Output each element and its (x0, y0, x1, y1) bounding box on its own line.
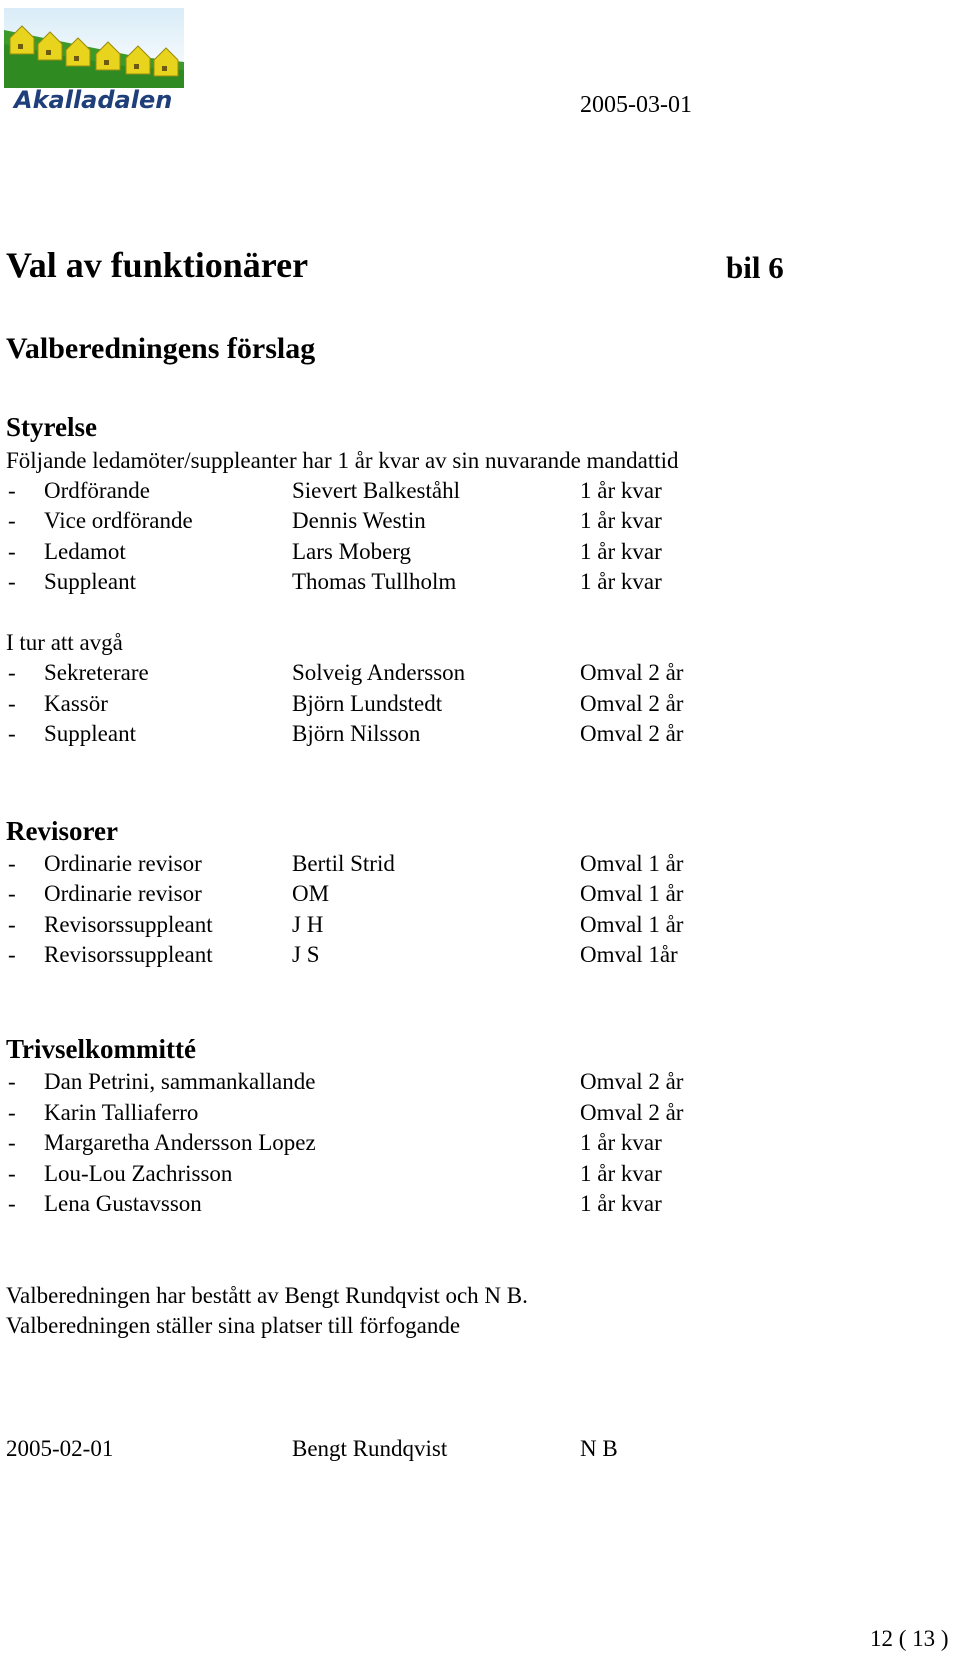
closing-line-1: Valberedningen har bestått av Bengt Rundqvist och N B. (6, 1283, 528, 1308)
section-heading-styrelse: Styrelse (6, 412, 97, 442)
role: Suppleant (44, 569, 136, 594)
person-name: Solveig Andersson (292, 660, 466, 685)
signature-name-1: Bengt Rundqvist (292, 1436, 448, 1461)
term: Omval 1 år (580, 881, 684, 906)
page-number: 12 ( 13 ) (870, 1626, 949, 1651)
term: Omval 1år (580, 942, 678, 967)
term: Omval 1 år (580, 851, 684, 876)
styrelse-intro: Följande ledamöter/suppleanter har 1 år kvar av sin nuvarande mandattid (6, 448, 679, 473)
role: Vice ordförande (44, 508, 193, 533)
term: 1 år kvar (580, 1130, 662, 1155)
term: Omval 1 år (580, 912, 684, 937)
person-name: Bertil Strid (292, 851, 395, 876)
person-name: J H (292, 912, 324, 937)
person-name: OM (292, 881, 330, 906)
person-name: Dennis Westin (292, 508, 426, 533)
attachment-label: bil 6 (726, 250, 784, 285)
signature-name-2: N B (580, 1436, 618, 1461)
person-name: Margaretha Andersson Lopez (44, 1130, 316, 1155)
person-name: Lena Gustavsson (44, 1191, 202, 1216)
section-heading-revisorer: Revisorer (6, 816, 118, 846)
closing-line-2: Valberedningen ställer sina platser till förfogande (6, 1313, 461, 1338)
role: Ordinarie revisor (44, 851, 202, 876)
signature-date: 2005-02-01 (6, 1436, 114, 1461)
section-heading-trivselkommitte: Trivselkommitté (6, 1034, 196, 1064)
person-name: Thomas Tullholm (292, 569, 457, 594)
document-date: 2005-03-01 (580, 92, 692, 118)
term: Omval 2 år (580, 1100, 684, 1125)
term: 1 år kvar (580, 539, 662, 564)
page-title: Val av funktionärer (6, 245, 309, 285)
role: Revisorssuppleant (44, 912, 213, 937)
person-name: Björn Nilsson (292, 721, 421, 746)
term: 1 år kvar (580, 1161, 662, 1186)
term: 1 år kvar (580, 508, 662, 533)
term: 1 år kvar (580, 1191, 662, 1216)
person-name: Lou-Lou Zachrisson (44, 1161, 233, 1186)
person-name: Lars Moberg (292, 539, 412, 564)
term: 1 år kvar (580, 569, 662, 594)
term: Omval 2 år (580, 691, 684, 716)
person-name: Dan Petrini, sammankallande (44, 1069, 316, 1094)
term: Omval 2 år (580, 660, 684, 685)
person-name: Karin Talliaferro (44, 1100, 199, 1125)
role: Suppleant (44, 721, 136, 746)
akalladalen-logo (4, 8, 184, 114)
person-name: Björn Lundstedt (292, 691, 443, 716)
role: Revisorssuppleant (44, 942, 213, 967)
logo-text: Akalladalen (14, 86, 173, 114)
role: Sekreterare (44, 660, 149, 685)
person-name: J S (292, 942, 320, 967)
role: Kassör (44, 691, 108, 716)
term: Omval 2 år (580, 721, 684, 746)
page-subtitle: Valberedningens förslag (6, 332, 316, 365)
role: Ledamot (44, 539, 126, 564)
styrelse-tur-heading: I tur att avgå (6, 630, 123, 655)
role: Ordförande (44, 478, 151, 503)
term: 1 år kvar (580, 478, 662, 503)
role: Ordinarie revisor (44, 881, 202, 906)
term: Omval 2 år (580, 1069, 684, 1094)
person-name: Sievert Balkeståhl (292, 478, 460, 503)
